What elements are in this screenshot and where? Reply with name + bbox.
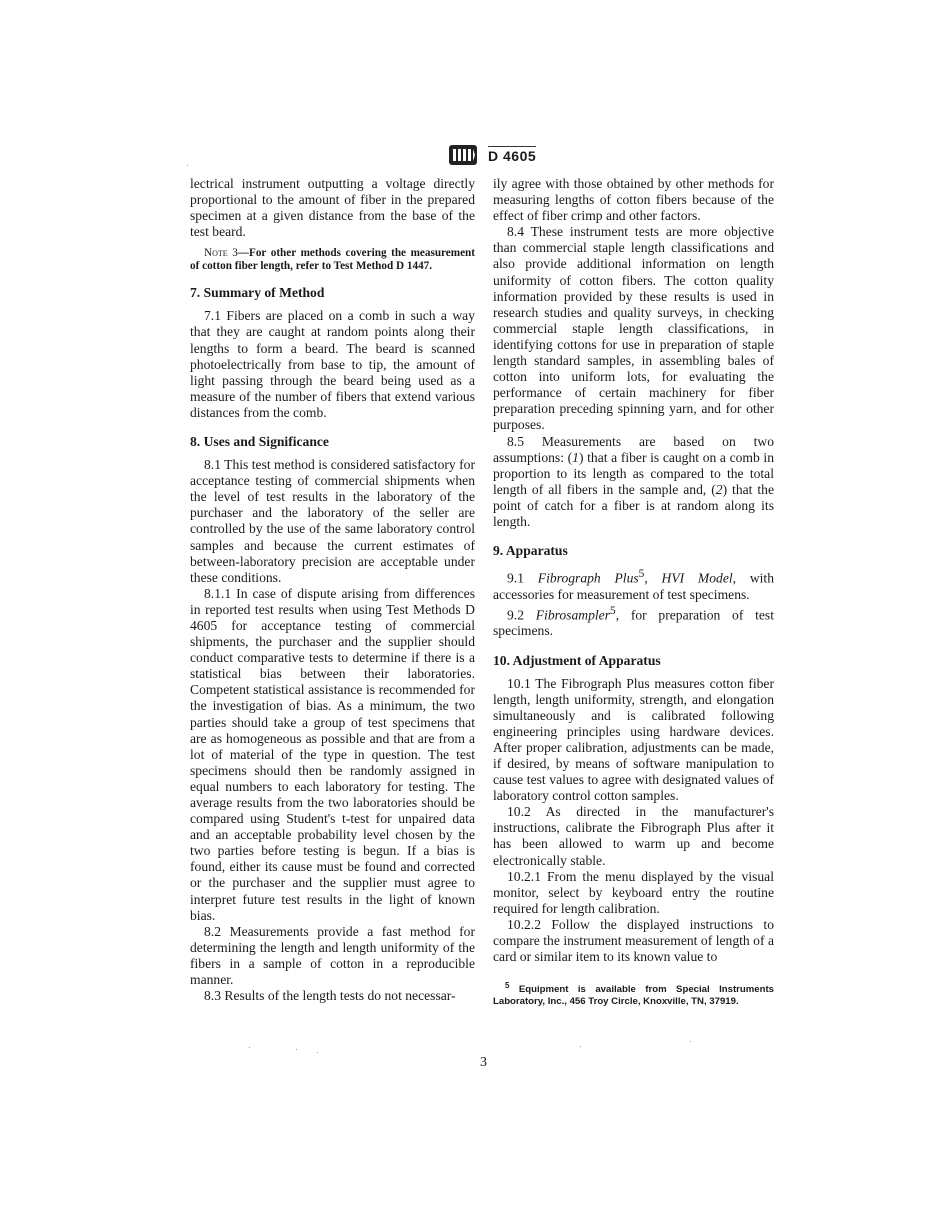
section-heading-7: 7. Summary of Method	[190, 285, 325, 301]
footnote-5	[493, 980, 774, 1008]
note-text: —For other methods covering the measurement of cotton fiber length, refer to Test Method D 1447.	[190, 247, 475, 272]
right-column	[493, 176, 774, 1008]
section-heading-10: 10. Adjustment of Apparatus	[493, 652, 661, 668]
scan-speck	[317, 1052, 318, 1053]
footnote-text: Equipment is available from Special Instruments Laboratory, Inc., 456 Troy Circle, Knoxville, TN, 37919.	[493, 984, 774, 1008]
text-run: ) that a fiber is caught on a comb in proportion to its length as compared to the total length of all fibers in the sample and, (	[493, 449, 775, 497]
clause-number: 9.2	[507, 607, 524, 623]
footnote-ref: 5	[610, 604, 616, 617]
footnote-marker: 5	[505, 981, 510, 991]
paragraph-7-1: 7.1 Fibers are placed on a comb in such a way that they are caught at random points along their lengths to form a beard. The beard is scanned photoelectrically from base to tip, the amount of light passing through the beard being used as a measure of the number of fibers that extend various distances from the comb.	[190, 308, 475, 420]
scan-speck	[249, 1047, 250, 1048]
paragraph-8-1: 8.1 This test method is considered satisfactory for acceptance testing of commercial shipments when the level of test results in the laboratory of the purchaser and the laboratory of the seller are controlled by the use of the same laboratory control samples and because the current estimates of between-laboratory precision are acceptable under these conditions.	[190, 457, 475, 585]
section-heading-9: 9. Apparatus	[493, 543, 568, 559]
footnote-ref: 5	[638, 568, 645, 581]
paragraph-10-2-2: 10.2.2 Follow the displayed instructions to compare the instrument measurement of length of a card or similar item to its known value to	[493, 916, 774, 965]
paragraph: ily agree with those obtained by other methods for measuring lengths of cotton fibers because of the effect of fiber crimp and other factors.	[493, 176, 774, 224]
note-3	[190, 247, 475, 272]
text-run: ) that the point of catch for a fiber is at random along its length.	[493, 481, 774, 529]
paragraph-8-2: 8.2 Measurements provide a fast method for determining the length and length uniformity of the fibers in a sample of cotton in a reproducible manner.	[190, 923, 475, 988]
paragraph: lectrical instrument outputting a voltage directly proportional to the amount of fiber in the prepared specimen at a given distance from the base of the test beard.	[190, 176, 475, 240]
paragraph-8-5	[493, 434, 774, 531]
paragraph-10-1: 10.1 The Fibrograph Plus measures cotton fiber length, length uniformity, strength, and elongation simultaneously and is calibrated following engineering principles using hardware devices. After proper calibration, adjustments can be made, if desired, by means of software manipulation to cause test values to agree with designated values of laboratory control cotton samples.	[493, 675, 774, 804]
scan-speck	[296, 1049, 297, 1050]
text-run: , for preparation of test specimens.	[493, 607, 774, 639]
left-column	[190, 176, 475, 1004]
text-run: 8.5 Measurements are based on two assumptions: (	[493, 433, 774, 465]
apparatus-name: Fibrosampler	[535, 607, 611, 623]
list-number: 1	[572, 449, 579, 465]
paragraph-9-2	[493, 603, 774, 640]
clause-number: 9.1	[507, 570, 524, 586]
text-run: , with accessories for measurement of test specimens.	[493, 570, 774, 602]
paragraph-10-2-1: 10.2.1 From the menu displayed by the visual monitor, select by keyboard entry the routine required for length calibration.	[493, 868, 774, 916]
paragraph-9-1	[493, 566, 774, 603]
standard-designation: D 4605	[488, 148, 537, 164]
page-header	[448, 143, 536, 167]
scan-speck	[187, 165, 188, 166]
scan-speck	[690, 1041, 691, 1042]
text-run: ,	[644, 570, 662, 586]
note-label: Note 3	[204, 247, 238, 260]
paragraph-8-3: 8.3 Results of the length tests do not necessar-	[204, 988, 456, 1004]
astm-logo-icon	[448, 143, 478, 167]
model-name: HVI Model	[661, 570, 733, 586]
paragraph-8-1-1: 8.1.1 In case of dispute arising from differences in reported test results when using Test Methods D 4605 for acceptance testing of commercial shipments, the purchaser and the supplier should conduct comparative tests to determine if there is a statistical bias between their laboratories. Competent statistical assistance is recommended for the investigation of bias. As a minimum, the two parties should take a group of test specimens that are as homogeneous as possible and that are from a lot of material of the type in question. The test specimens should then be randomly assigned in equal numbers to each laboratory for testing. The average results from the two laboratories should be compared using Student's t-test for unpaired data and an acceptable probability level chosen by the two parties before testing is begun. If a bias is found, either its cause must be found and corrected or the purchaser and the supplier must agree to interpret future test results in the light of known bias.	[190, 585, 475, 923]
paragraph-10-2: 10.2 As directed in the manufacturer's instructions, calibrate the Fibrograph Plus after it has been allowed to warm up and become electronically stable.	[493, 804, 774, 868]
list-number: 2	[715, 481, 723, 497]
scan-speck	[580, 1046, 581, 1047]
paragraph-8-4: 8.4 These instrument tests are more objective than commercial staple length classifications and also provide additional information on length uniformity of cotton fibers. The cotton quality information provided by these results is used in research studies and quality surveys, in checking commercial staple length classifications, in identifying cottons for use in preparation of staple length standard samples, in assembling bales of cotton into uniform lots, for evaluating the performance of certain machinery for fiber preparation preceding spinning yarn, and for other purposes.	[493, 224, 774, 433]
section-heading-8: 8. Uses and Significance	[190, 434, 329, 450]
page-number: 3	[480, 1055, 487, 1070]
apparatus-name: Fibrograph Plus	[537, 570, 639, 586]
